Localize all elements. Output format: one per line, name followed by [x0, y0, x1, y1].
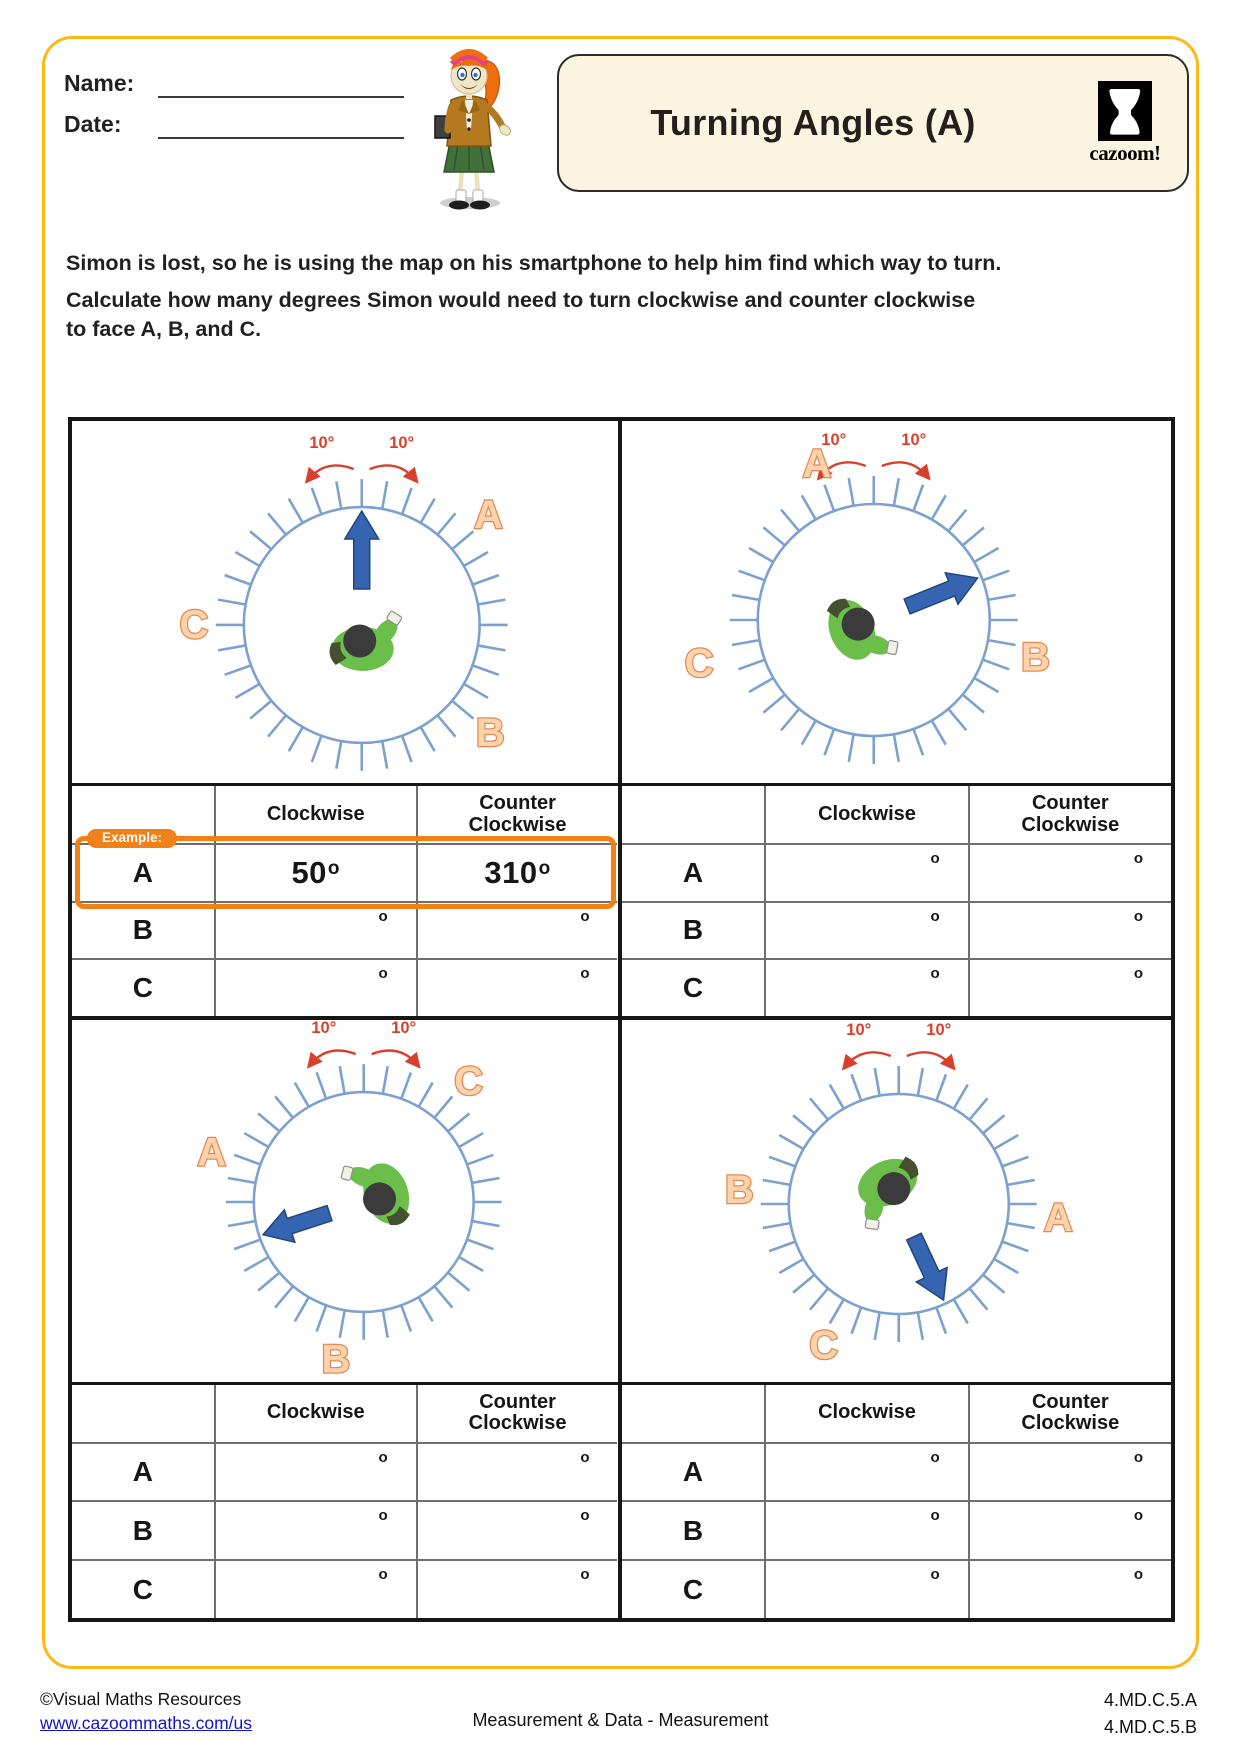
ten-degree-label-right: 10° [389, 434, 415, 453]
row-label-A: A [622, 843, 765, 901]
standards-block [1104, 1687, 1197, 1741]
degree-placeholder: o [378, 965, 388, 982]
answers-table-wrap [622, 783, 1172, 1016]
target-label-A: A [802, 442, 831, 486]
ten-degree-label-right: 10° [900, 431, 926, 449]
answers-table [72, 1382, 618, 1619]
answers-table [622, 1382, 1172, 1619]
ten-degree-label-left: 10° [309, 434, 335, 453]
col-header-counter-clockwise: Counter Clockwise [968, 786, 1171, 843]
col-header-clockwise: Clockwise [764, 786, 967, 843]
col-header-clockwise: Clockwise [764, 1385, 967, 1442]
answer-C-counter-clockwise[interactable] [416, 1559, 618, 1618]
page-title: Turning Angles (A) [650, 102, 976, 143]
ccw-ten-degree-arrow-icon [310, 1050, 356, 1065]
ten-degree-label-left: 10° [820, 431, 846, 449]
target-label-A: A [197, 1130, 227, 1175]
col-header-counter-clockwise: Counter Clockwise [968, 1385, 1171, 1442]
target-label-A: A [1043, 1195, 1073, 1240]
row-label-B: B [72, 1500, 214, 1559]
direction-arrow-icon [345, 511, 379, 589]
degree-placeholder: o [930, 850, 940, 867]
mascot-girl-illustration [418, 40, 520, 212]
row-label-C: C [622, 958, 765, 1016]
turn-dial-diagram [72, 1020, 618, 1382]
row-label-C: C [622, 1559, 765, 1618]
answer-A-counter-clockwise[interactable] [416, 1442, 618, 1501]
target-label-C: C [684, 641, 713, 686]
website-link[interactable]: www.cazoommaths.com/us [40, 1713, 253, 1733]
answer-B-counter-clockwise[interactable] [416, 901, 618, 959]
instruction-line-3: to face A, B, and C. [66, 316, 262, 341]
instructions [66, 249, 1182, 343]
row-label-A: A [622, 1442, 765, 1501]
answer-B-clockwise[interactable] [214, 901, 416, 959]
degree-placeholder: o [1133, 1566, 1143, 1584]
answer-A-counter-clockwise[interactable] [968, 1442, 1171, 1501]
answer-A-clockwise: 50$^o$ [214, 843, 416, 901]
exercise-grid [68, 417, 1175, 1622]
ten-degree-label-left: 10° [311, 1019, 337, 1037]
mascot-girl-icon [418, 40, 520, 212]
title-box [557, 54, 1189, 192]
target-label-A: A [473, 492, 503, 537]
target-label-B: B [475, 710, 505, 755]
cw-ten-degree-arrow-icon [372, 1050, 418, 1065]
turn-dial-diagram [72, 421, 618, 783]
degree-placeholder: o [930, 965, 940, 982]
ccw-ten-degree-arrow-icon [844, 1052, 890, 1067]
standard-code-2: 4.MD.C.5.B [1103, 1717, 1197, 1737]
answers-table-wrap [72, 1382, 618, 1619]
simon-figure [337, 1149, 417, 1237]
answers-table [72, 783, 618, 1016]
degree-placeholder: o [1133, 1448, 1143, 1466]
copyright-text: ©Visual Maths Resources [40, 1689, 242, 1709]
answer-B-clockwise[interactable] [764, 1500, 967, 1559]
answers-table-wrap [72, 783, 618, 1016]
dial-area [622, 421, 1172, 783]
cw-ten-degree-arrow-icon [881, 462, 927, 477]
target-label-B: B [321, 1336, 351, 1381]
turn-dial-diagram [622, 1020, 1172, 1382]
degree-placeholder: o [1133, 1507, 1143, 1525]
dial-area [72, 421, 618, 783]
answer-B-clockwise[interactable] [214, 1500, 416, 1559]
ccw-ten-degree-arrow-icon [308, 465, 354, 480]
target-label-B: B [724, 1167, 754, 1212]
row-label-B: B [72, 901, 214, 959]
answer-B-counter-clockwise[interactable] [416, 1500, 618, 1559]
date-label: Date: [64, 111, 122, 137]
row-label-B: B [622, 1500, 765, 1559]
corner-cell [72, 786, 214, 843]
name-field-line[interactable] [158, 96, 404, 98]
answer-B-counter-clockwise[interactable] [968, 1500, 1171, 1559]
exercise-panel-1 [72, 421, 622, 1020]
degree-placeholder: o [1133, 907, 1143, 925]
corner-cell [622, 786, 765, 843]
row-label-C: C [72, 1559, 214, 1618]
answer-C-clockwise[interactable] [214, 1559, 416, 1618]
direction-arrow-icon [898, 1229, 958, 1307]
degree-placeholder: o [930, 907, 940, 925]
smartphone-icon [886, 640, 898, 655]
ten-degree-label-left: 10° [845, 1020, 871, 1039]
direction-arrow-icon [258, 1196, 335, 1250]
degree-placeholder: o [580, 1507, 590, 1525]
degree-placeholder: o [930, 1566, 940, 1584]
exercise-panel-2 [622, 421, 1172, 1020]
logo-wordmark: cazoom! [1089, 140, 1161, 165]
degree-placeholder: o [930, 1507, 940, 1525]
answer-B-counter-clockwise[interactable] [968, 901, 1171, 959]
answer-C-clockwise[interactable] [214, 958, 416, 1016]
instruction-line-2: Calculate how many degrees Simon would need to turn clockwise and counter clockwise [66, 288, 976, 313]
simon-figure [330, 611, 403, 671]
col-header-clockwise: Clockwise [214, 786, 416, 843]
degree-placeholder: o [378, 907, 388, 925]
answer-C-clockwise[interactable] [764, 958, 967, 1016]
answer-C-counter-clockwise[interactable] [416, 958, 618, 1016]
name-label: Name: [64, 70, 135, 96]
simon-figure [842, 1148, 934, 1234]
degree-placeholder: o [930, 1448, 940, 1466]
smartphone-icon [865, 1218, 879, 1229]
cazoom-logo [1067, 81, 1183, 166]
degree-placeholder: o [1133, 965, 1143, 982]
answers-table-wrap [622, 1382, 1172, 1619]
cw-ten-degree-arrow-icon [370, 465, 416, 480]
standard-code-1: 4.MD.C.5.A [1103, 1690, 1197, 1710]
col-header-counter-clockwise: Counter Clockwise [416, 786, 618, 843]
vase-icon [1098, 81, 1152, 141]
degree-placeholder: o [378, 1566, 388, 1584]
row-label-A: A [72, 843, 214, 901]
answers-table [622, 783, 1172, 1016]
corner-cell [72, 1385, 214, 1442]
date-field-line[interactable] [158, 137, 404, 139]
target-label-C: C [454, 1058, 484, 1103]
answer-B-clockwise[interactable] [764, 901, 967, 959]
target-label-B: B [1020, 635, 1050, 680]
example-badge: Example: [87, 829, 177, 848]
answer-A-counter-clockwise[interactable] [968, 843, 1171, 901]
exercise-panel-3 [72, 1020, 622, 1619]
instruction-line-1: Simon is lost, so he is using the map on his smartphone to help him find which way to turn. [66, 251, 1002, 275]
degree-placeholder: o [378, 1448, 388, 1466]
cw-ten-degree-arrow-icon [906, 1052, 952, 1067]
degree-placeholder: o [580, 1566, 590, 1584]
corner-cell [622, 1385, 765, 1442]
answer-C-counter-clockwise[interactable] [968, 958, 1171, 1016]
answer-A-counter-clockwise: 310$^o$ [416, 843, 618, 901]
degree-placeholder: o [580, 1448, 590, 1466]
degree-placeholder: o [378, 1507, 388, 1525]
target-label-C: C [179, 602, 209, 647]
row-label-B: B [622, 901, 765, 959]
answer-A-clockwise[interactable] [214, 1442, 416, 1501]
footer-category: Measurement & Data - Measurement [472, 1710, 769, 1730]
degree-placeholder: o [1133, 850, 1143, 867]
answer-C-counter-clockwise[interactable] [968, 1559, 1171, 1618]
ten-degree-label-right: 10° [391, 1019, 417, 1037]
turn-dial-diagram [622, 421, 1172, 783]
direction-arrow-icon [900, 562, 983, 622]
target-label-C: C [808, 1322, 838, 1367]
dial-area [72, 1020, 618, 1382]
exercise-panel-4 [622, 1020, 1172, 1619]
col-header-counter-clockwise: Counter Clockwise [416, 1385, 618, 1442]
ten-degree-label-right: 10° [925, 1020, 951, 1039]
simon-figure [819, 585, 902, 675]
degree-placeholder: o [580, 907, 590, 925]
degree-placeholder: o [580, 965, 590, 982]
row-label-C: C [72, 958, 214, 1016]
row-label-A: A [72, 1442, 214, 1501]
dial-area [622, 1020, 1172, 1382]
answer-A-clockwise[interactable] [764, 1442, 967, 1501]
col-header-clockwise: Clockwise [214, 1385, 416, 1442]
answer-C-clockwise[interactable] [764, 1559, 967, 1618]
answer-A-clockwise[interactable] [764, 843, 967, 901]
